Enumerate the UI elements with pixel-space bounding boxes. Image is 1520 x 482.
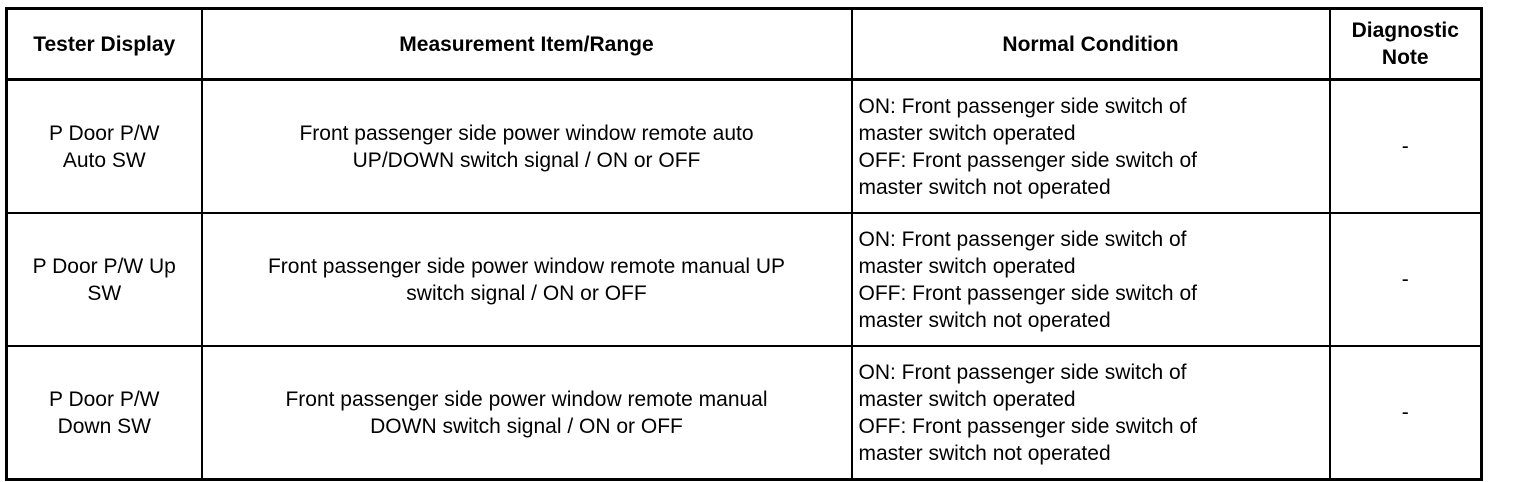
normal-condition-line: OFF: Front passenger side switch of — [858, 281, 1197, 305]
tester-display-line: Auto SW — [62, 148, 146, 172]
measurement-line: UP/DOWN switch signal / ON or OFF — [352, 148, 701, 172]
cell-diagnostic-note: - — [1330, 346, 1482, 480]
header-diagnostic-note-line-2: Note — [1381, 46, 1429, 69]
measurement-line: Front passenger side power window remote manual — [285, 387, 768, 411]
normal-condition-line: master switch not operated — [858, 441, 1111, 465]
diagnostic-table — [5, 7, 1483, 481]
measurement-line: Front passenger side power window remote manual UP — [267, 254, 786, 278]
cell-normal-condition — [852, 213, 1330, 346]
normal-condition-line: master switch operated — [858, 121, 1076, 145]
cell-measurement — [202, 80, 852, 214]
cell-tester-display — [7, 213, 202, 346]
normal-condition-line: OFF: Front passenger side switch of — [858, 148, 1197, 172]
cell-normal-condition — [852, 80, 1330, 214]
cell-diagnostic-note: - — [1330, 213, 1482, 346]
header-row — [7, 9, 1482, 80]
normal-condition-line: master switch operated — [858, 387, 1076, 411]
header-diagnostic-note — [1330, 9, 1482, 80]
header-measurement-item-range: Measurement Item/Range — [202, 9, 852, 80]
measurement-line: DOWN switch signal / ON or OFF — [370, 414, 683, 438]
tester-display-line: SW — [87, 281, 122, 305]
tester-display-line: P Door P/W — [49, 121, 160, 145]
tester-display-line: P Door P/W Up — [32, 254, 176, 278]
normal-condition-line: ON: Front passenger side switch of — [858, 360, 1187, 384]
measurement-line: Front passenger side power window remote auto — [299, 121, 754, 145]
header-tester-display: Tester Display — [7, 9, 202, 80]
measurement-line: switch signal / ON or OFF — [406, 281, 647, 305]
header-normal-condition: Normal Condition — [852, 9, 1330, 80]
cell-diagnostic-note: - — [1330, 80, 1482, 214]
normal-condition-line: master switch not operated — [858, 175, 1111, 199]
table-row — [7, 80, 1482, 214]
table-header — [7, 9, 1482, 80]
tester-display-line: Down SW — [57, 414, 151, 438]
tester-display-line: P Door P/W — [49, 387, 160, 411]
cell-normal-condition — [852, 346, 1330, 480]
cell-measurement — [202, 213, 852, 346]
normal-condition-line: master switch operated — [858, 254, 1076, 278]
cell-tester-display — [7, 80, 202, 214]
normal-condition-line: ON: Front passenger side switch of — [858, 227, 1187, 251]
normal-condition-line: ON: Front passenger side switch of — [858, 94, 1187, 118]
table-body — [7, 80, 1482, 480]
table-row — [7, 213, 1482, 346]
normal-condition-line: master switch not operated — [858, 308, 1111, 332]
normal-condition-line: OFF: Front passenger side switch of — [858, 414, 1197, 438]
header-diagnostic-note-line-1: Diagnostic — [1351, 19, 1459, 42]
cell-tester-display — [7, 346, 202, 480]
table-row — [7, 346, 1482, 480]
cell-measurement — [202, 346, 852, 480]
